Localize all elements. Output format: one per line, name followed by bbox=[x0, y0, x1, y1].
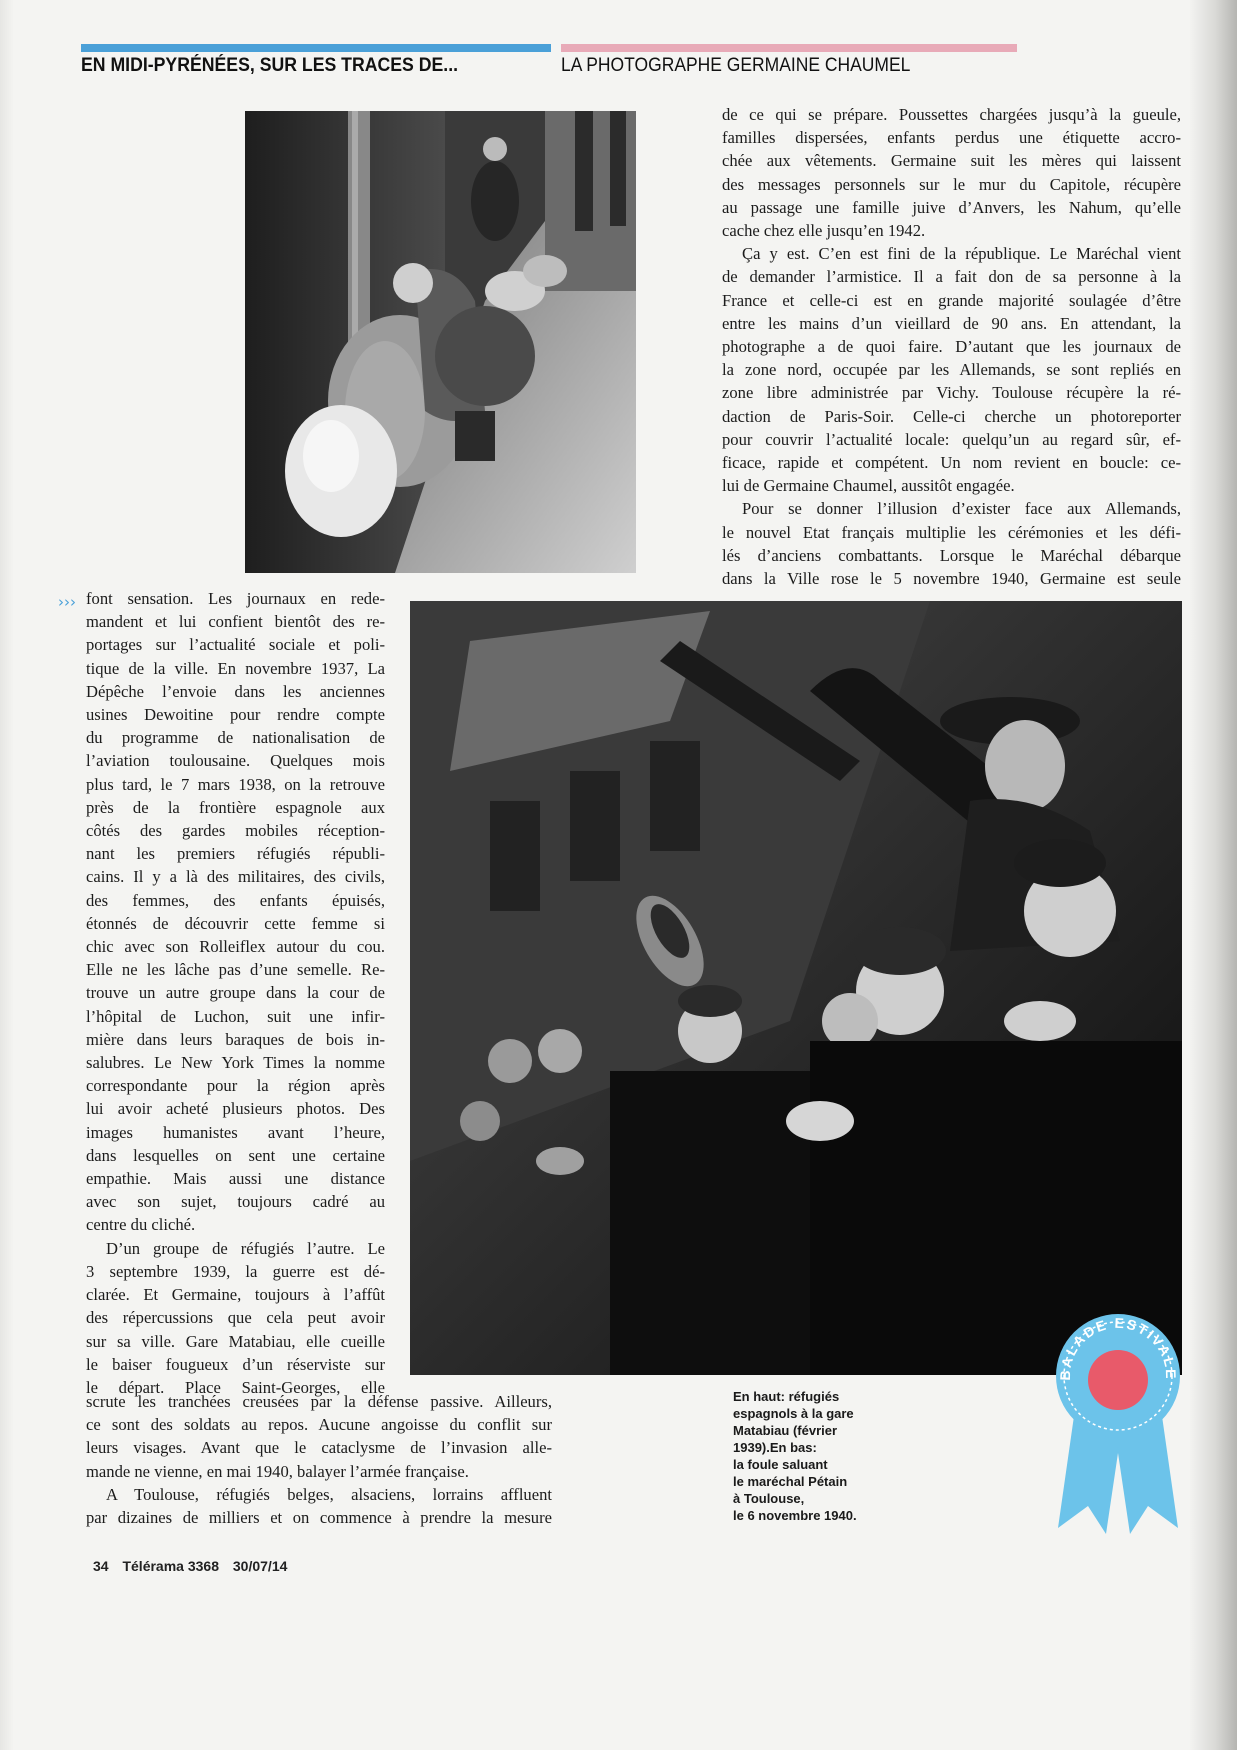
text-line: scrute les tranchées creusées par la défense passive. Ailleurs, bbox=[86, 1392, 552, 1411]
caption-line: En haut: réfugiés bbox=[733, 1389, 840, 1404]
text-line: correspondante pour la région après bbox=[86, 1076, 385, 1096]
text-line: des messages personnels sur le mur du Capitole, récupère bbox=[722, 174, 1181, 194]
text-line: cache chez elle jusqu’en 1942. bbox=[722, 221, 926, 241]
text-line: A Toulouse, réfugiés belges, alsaciens, lorrains affluent bbox=[106, 1484, 552, 1504]
text-line: salubres. Le New York Times la nomme bbox=[86, 1053, 385, 1073]
text-line: étonnés de découvrir cette femme si bbox=[86, 913, 385, 933]
text-line: images humanistes avant l’heure, bbox=[86, 1122, 385, 1142]
text-line: photographe a de quoi faire. D’autant que les journaux de bbox=[722, 337, 1181, 357]
text-line: lui de Germaine Chaumel, aussitôt engagée. bbox=[722, 476, 1015, 496]
text-line: font sensation. Les journaux en rede- bbox=[86, 589, 385, 608]
text-line: sur sa ville. Gare Matabiau, elle cueille bbox=[86, 1331, 385, 1351]
article-column-bottom bbox=[86, 1390, 552, 1529]
header-rule-pink bbox=[561, 44, 1017, 52]
photo-crowd-saluting-petain bbox=[410, 601, 1182, 1375]
text-line: dans lesquelles on sent une certaine bbox=[86, 1145, 385, 1165]
text-line: l’aviation toulousaine. Quelques mois bbox=[86, 751, 385, 771]
text-line: dans la Ville rose le 5 novembre 1940, Germaine est seule bbox=[722, 569, 1181, 589]
text-line: nant les premiers réfugiés républi- bbox=[86, 844, 385, 864]
article-subject-heading: LA PHOTOGRAPHE GERMAINE CHAUMEL bbox=[561, 55, 911, 76]
caption-line: 1939).En bas: bbox=[733, 1440, 817, 1455]
text-line: Elle ne les lâche pas d’une semelle. Re- bbox=[86, 960, 385, 980]
text-line: le départ. Place Saint-Georges, elle bbox=[86, 1377, 385, 1397]
text-line: leurs visages. Avant que le cataclysme de l’invasion alle- bbox=[86, 1438, 552, 1458]
text-line: ce sont des soldats au repos. Aucune angoisse du conflit sur bbox=[86, 1415, 552, 1435]
text-line: plus tard, le 7 mars 1938, on la retrouve bbox=[86, 774, 385, 794]
text-line: chic avec son Rolleiflex autour du cou. bbox=[86, 937, 385, 957]
text-line: le baiser fougueux d’un réserviste sur bbox=[86, 1354, 385, 1374]
article-column-right bbox=[722, 103, 1181, 590]
text-line: la zone nord, occupée par les Allemands, se sont repliés en bbox=[722, 360, 1181, 380]
text-line: mande ne vienne, en mai 1940, balayer l’armée française. bbox=[86, 1461, 469, 1481]
magazine-issue: Télérama 3368 bbox=[122, 1558, 219, 1574]
header-rule-blue bbox=[81, 44, 551, 52]
caption-line: Matabiau (février bbox=[733, 1423, 838, 1438]
section-heading: EN MIDI-PYRÉNÉES, SUR LES TRACES DE... bbox=[81, 55, 459, 76]
text-line: daction de Paris-Soir. Celle-ci cherche un photoreporter bbox=[722, 406, 1181, 426]
text-line: clarée. Et Germaine, toujours à l’affût bbox=[86, 1285, 385, 1305]
text-line: avec son sujet, toujours cadré au bbox=[86, 1192, 385, 1212]
text-line: près de la frontière espagnole aux bbox=[86, 797, 385, 817]
text-line: par dizaines de milliers et on commence à prendre la mesure bbox=[86, 1508, 552, 1528]
text-line: mandent et lui confient bientôt des re- bbox=[86, 612, 385, 632]
caption-line: le maréchal Pétain bbox=[733, 1474, 848, 1489]
rosette-center bbox=[1088, 1350, 1148, 1410]
text-line: 3 septembre 1939, la guerre est dé- bbox=[86, 1261, 385, 1281]
text-line: portages sur l’actualité sociale et poli- bbox=[86, 635, 385, 655]
text-line: familles dispersées, enfants perdus une étiquette accro- bbox=[722, 128, 1181, 148]
rosette-text: BALADE ESTIVALE bbox=[1056, 1314, 1180, 1381]
page-number: 34 bbox=[93, 1558, 109, 1574]
caption-line: le 6 novembre 1940. bbox=[733, 1508, 857, 1523]
caption-line: espagnols à la gare bbox=[733, 1406, 854, 1421]
text-line: l’hôpital de Luchon, suit une infir- bbox=[86, 1006, 385, 1026]
text-line: pour couvrir l’actualité locale: quelqu’un au regard sûr, ef- bbox=[722, 429, 1181, 449]
text-line: France et celle-ci est en grande majorité soulagée d’être bbox=[722, 290, 1181, 310]
text-line: le nouvel Etat français multiplie les cérémonies et les défi- bbox=[722, 522, 1181, 542]
text-line: centre du cliché. bbox=[86, 1215, 196, 1235]
text-line: des femmes, des enfants épuisés, bbox=[86, 890, 385, 910]
text-line: chée aux vêtements. Germaine suit les mères qui laissent bbox=[722, 151, 1181, 171]
text-line: lés d’anciens combattants. Lorsque le Maréchal débarque bbox=[722, 545, 1181, 565]
text-line: usines Dewoitine pour rendre compte bbox=[86, 705, 385, 725]
text-line: Dépêche l’envoie dans les anciennes bbox=[86, 681, 385, 701]
article-column-left bbox=[86, 587, 385, 1399]
text-line: côtés des gardes mobiles réception- bbox=[86, 821, 385, 841]
text-line: D’un groupe de réfugiés l’autre. Le bbox=[106, 1238, 385, 1258]
balade-estivale-rosette-badge bbox=[1048, 1306, 1188, 1534]
text-line: Ça y est. C’en est fini de la république. Le Maréchal vient bbox=[742, 244, 1181, 264]
text-line: zone libre administrée par Vichy. Toulouse récupère la ré- bbox=[722, 383, 1181, 403]
text-line: entre les mains d’un vieillard de 90 ans. En attendant, la bbox=[722, 313, 1181, 333]
caption-line: à Toulouse, bbox=[733, 1491, 805, 1506]
page-footer bbox=[93, 1558, 297, 1574]
text-line: mière dans leurs baraques de bois in- bbox=[86, 1029, 385, 1049]
text-line: ficace, rapide et compétent. Un nom revient en boucle: ce- bbox=[722, 453, 1181, 473]
text-line: trouve un autre groupe dans la cour de bbox=[86, 983, 385, 1003]
text-line: au passage une famille juive d’Anvers, les Nahum, qu’elle bbox=[722, 197, 1181, 217]
text-line: du programme de nationalisation de bbox=[86, 728, 385, 748]
scan-edge-left bbox=[0, 0, 14, 1750]
issue-date: 30/07/14 bbox=[232, 1558, 288, 1574]
photo-refugees-matabiau bbox=[245, 111, 636, 573]
caption-line: la foule saluant bbox=[733, 1457, 828, 1472]
text-line: cains. Il y a là des militaires, des civils, bbox=[86, 867, 385, 887]
photo-caption bbox=[733, 1388, 893, 1524]
text-line: empathie. Mais aussi une distance bbox=[86, 1169, 385, 1189]
text-line: tique de la ville. En novembre 1937, La bbox=[86, 658, 385, 678]
continuation-arrow-icon: ››› bbox=[58, 593, 76, 611]
text-line: des répercussions que cela peut avoir bbox=[86, 1308, 385, 1328]
text-line: lui avoir acheté plusieurs photos. Des bbox=[86, 1099, 385, 1119]
text-line: Pour se donner l’illusion d’exister face aux Allemands, bbox=[742, 499, 1181, 519]
text-line: de ce qui se prépare. Poussettes chargées jusqu’à la gueule, bbox=[722, 105, 1181, 124]
text-line: de demander l’armistice. Il a fait don de sa personne à la bbox=[722, 267, 1181, 287]
scan-gutter-shadow bbox=[1189, 0, 1237, 1750]
